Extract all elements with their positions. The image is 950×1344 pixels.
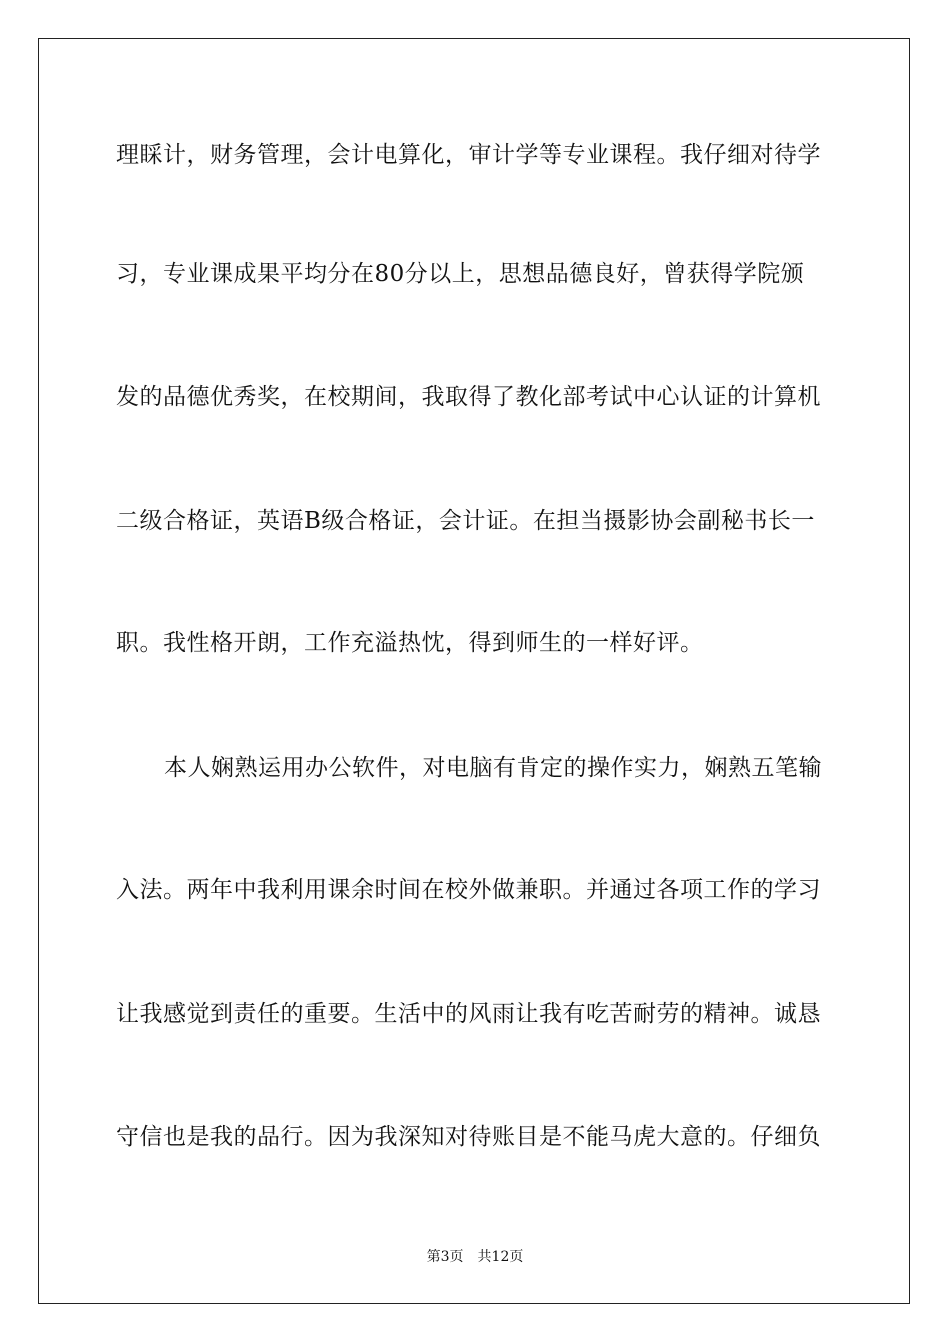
text-line-2: 习，专业课成果平均分在80分以上，思想品德良好，曾获得学院颁 bbox=[116, 261, 805, 287]
text-line-4: 二级合格证，英语B级合格证，会计证。在担当摄影协会副秘书长一 bbox=[116, 508, 815, 534]
text-line-7: 入法。两年中我利用课余时间在校外做兼职。并通过各项工作的学习 bbox=[116, 877, 821, 903]
text-line-1: 理睬计，财务管理，会计电算化，审计学等专业课程。我仔细对待学 bbox=[116, 142, 821, 168]
page-total: 共12页 bbox=[477, 1249, 524, 1265]
text-line-9: 守信也是我的品行。因为我深知对待账目是不能马虎大意的。仔细负 bbox=[116, 1124, 821, 1150]
page-number: 第3页 bbox=[426, 1249, 464, 1265]
text-line-3: 发的品德优秀奖，在校期间，我取得了教化部考试中心认证的计算机 bbox=[116, 384, 821, 410]
page-border bbox=[38, 38, 910, 1304]
text-line-8: 让我感觉到责任的重要。生活中的风雨让我有吃苦耐劳的精神。诚恳 bbox=[116, 1001, 821, 1027]
page-footer bbox=[0, 1248, 950, 1266]
text-line-5: 职。我性格开朗，工作充溢热忱，得到师生的一样好评。 bbox=[116, 630, 704, 656]
text-line-6: 本人娴熟运用办公软件，对电脑有肯定的操作实力，娴熟五笔输 bbox=[164, 755, 822, 781]
